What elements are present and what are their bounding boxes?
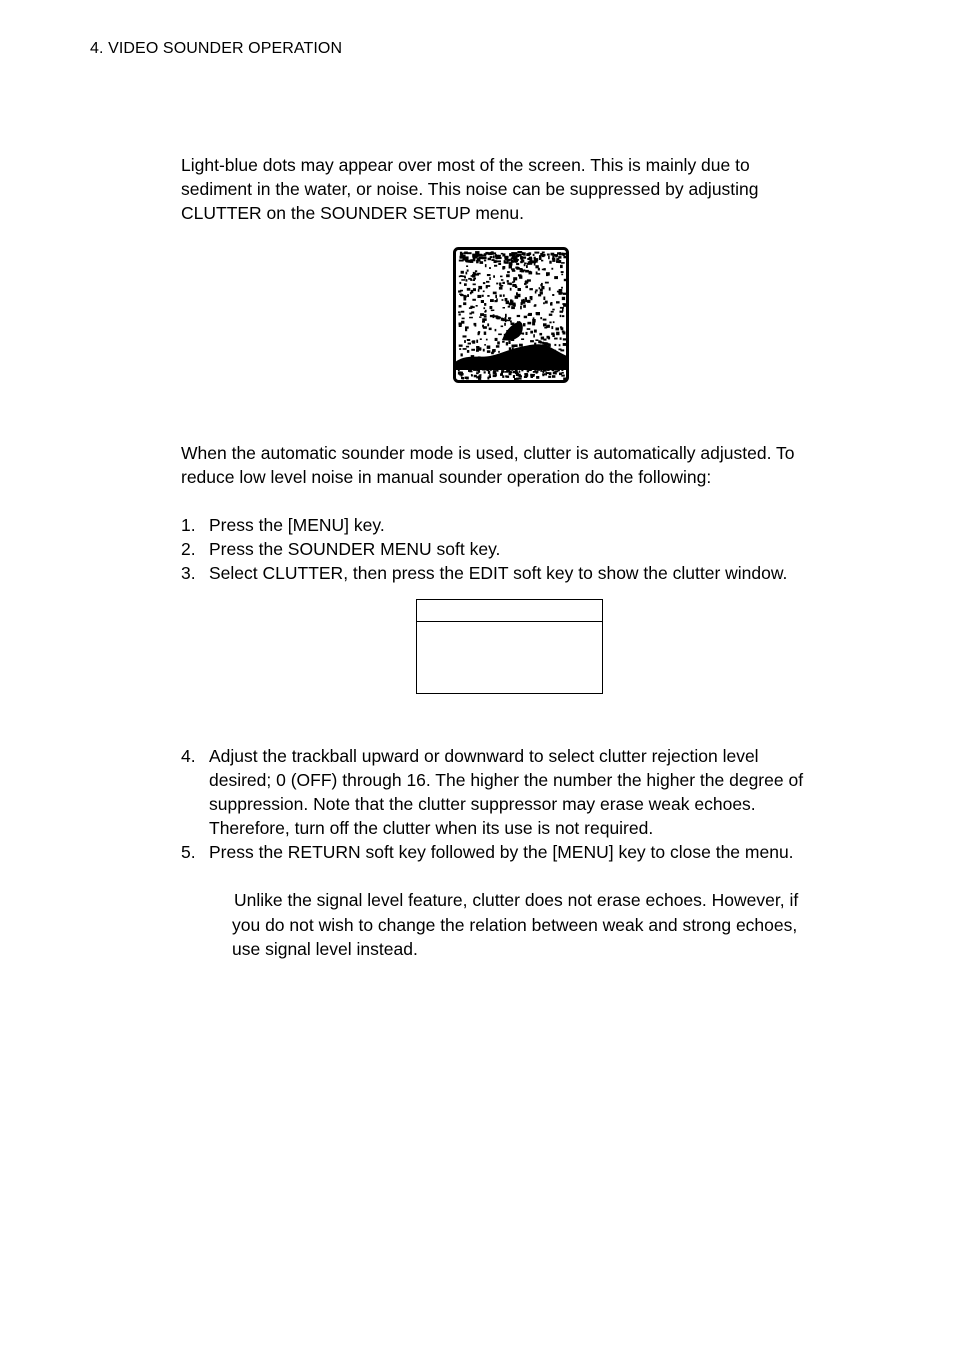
step-item	[181, 744, 861, 840]
note-paragraph	[232, 888, 852, 962]
step-number: 4.	[181, 746, 196, 766]
step-text: Therefore, turn off the clutter when its use is not required.	[209, 818, 654, 838]
step-text: Select CLUTTER, then press the EDIT soft key to show the clutter window.	[209, 563, 788, 583]
procedure-steps	[181, 513, 861, 585]
step-number: 1.	[181, 515, 196, 535]
step-text: Adjust the trackball upward or downward to select clutter rejection level	[209, 746, 759, 766]
procedure-steps-continued	[181, 744, 861, 864]
clutter-window-illustration	[416, 599, 603, 694]
step-text: Press the [MENU] key.	[209, 515, 385, 535]
step-item	[181, 561, 861, 585]
running-head: 4. VIDEO SOUNDER OPERATION	[90, 40, 343, 57]
step-item	[181, 537, 861, 561]
auto-mode-line: reduce low level noise in manual sounder operation do the following:	[181, 467, 712, 487]
intro-line: CLUTTER on the SOUNDER SETUP menu.	[181, 203, 524, 223]
note-line: you do not wish to change the relation between weak and strong echoes,	[232, 914, 798, 935]
step-number: 5.	[181, 842, 196, 862]
intro-line: sediment in the water, or noise. This noise can be suppressed by adjusting	[181, 179, 759, 199]
note-line: Unlike the signal level feature, clutter does not erase echoes. However, if	[234, 890, 799, 910]
clutter-window-title-bar	[417, 600, 602, 622]
step-number: 2.	[181, 539, 196, 559]
step-text: Press the SOUNDER MENU soft key.	[209, 539, 501, 559]
intro-paragraph	[181, 153, 841, 225]
auto-mode-line: When the automatic sounder mode is used, clutter is automatically adjusted. To	[181, 443, 795, 463]
note-line: use signal level instead.	[232, 939, 418, 959]
step-item	[181, 840, 861, 864]
step-number: 3.	[181, 563, 196, 583]
step-text: Press the RETURN soft key followed by the [MENU] key to close the menu.	[209, 842, 794, 862]
intro-line: Light-blue dots may appear over most of the screen. This is mainly due to	[181, 155, 750, 175]
step-item	[181, 513, 861, 537]
noisy-echogram-illustration	[452, 246, 570, 384]
step-text: suppression. Note that the clutter suppressor may erase weak echoes.	[209, 794, 756, 814]
auto-mode-paragraph	[181, 441, 841, 489]
step-text: desired; 0 (OFF) through 16. The higher the number the higher the degree of	[209, 770, 804, 790]
